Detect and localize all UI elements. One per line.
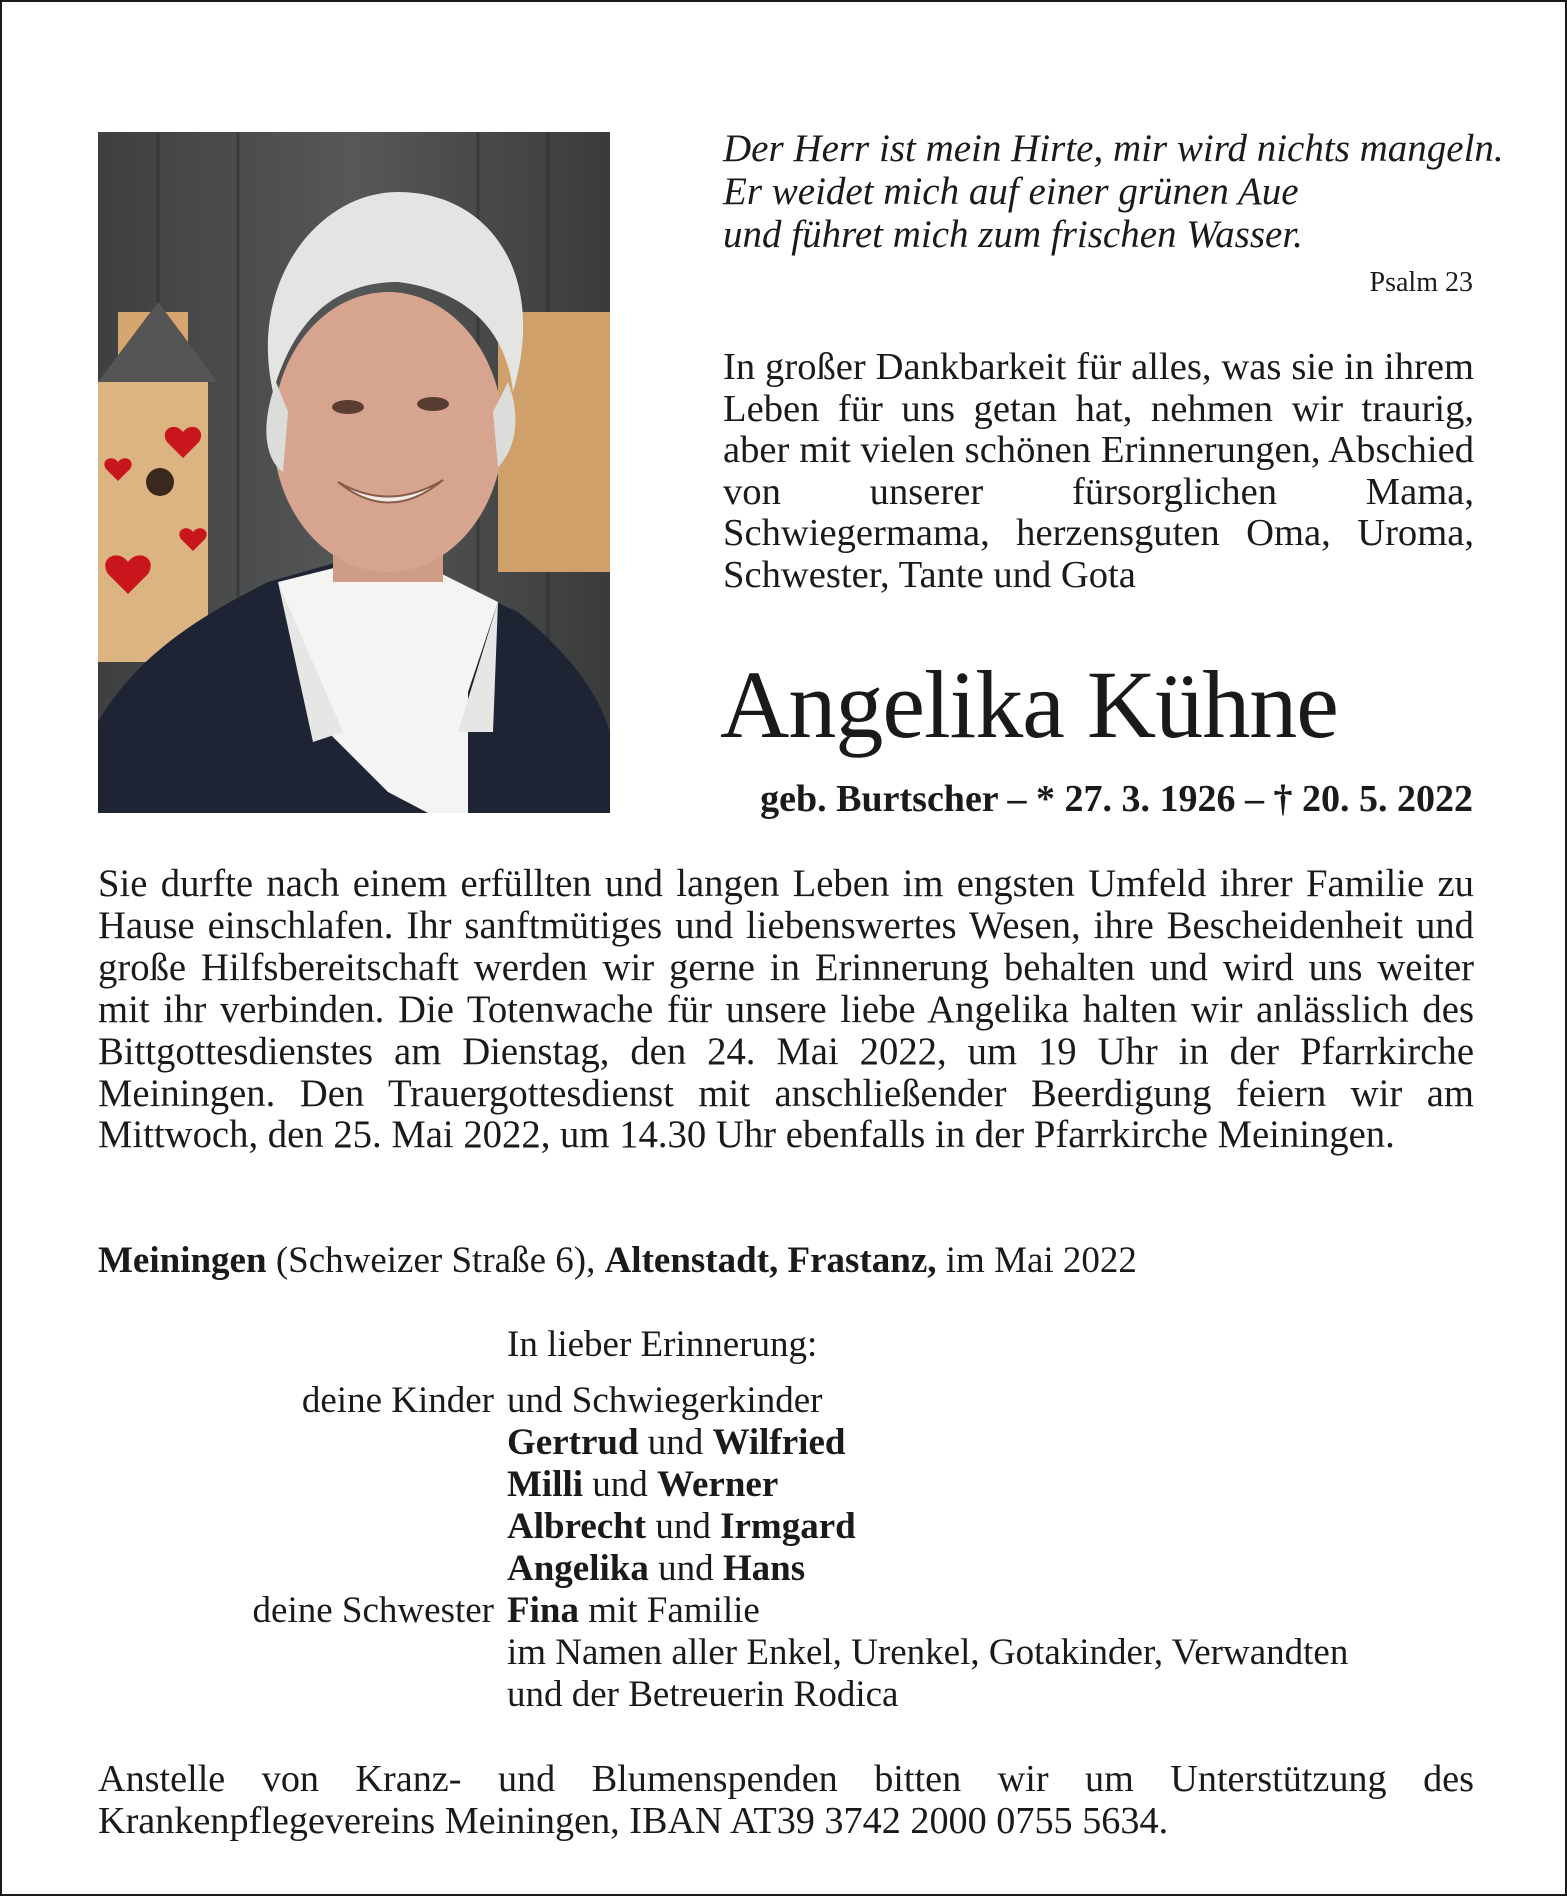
body-paragraph: Sie durfte nach einem erfüllten und langen Leben im engsten Umfeld ihrer Familie zu Hause einschlafen. Ihr sanftmütiges und liebenswertes Wesen, ihre Bescheidenheit und große Hilfsbereitschaft werden wir gerne in Erinnerung behalten und wird uns weiter mit ihr verbinden. Die Totenwache für unsere liebe Angelika halten wir anlässlich des Bittgottesdienstes am Dienstag, den 24. Mai 2022, um 19 Uhr in der Pfarrkirche Meiningen. Den Trauergottesdienst mit anschließender Beerdigung feiern wir am Mittwoch, den 25. Mai 2022, um 14.30 Uhr ebenfalls in der Pfarrkirche Meiningen.	[98, 863, 1474, 1157]
place-town: Meiningen	[98, 1240, 267, 1281]
mourner-name: Milli	[507, 1464, 584, 1505]
mourner-name: Irmgard	[720, 1506, 856, 1547]
donation-request: Anstelle von Kranz- und Blumenspenden bitten wir um Unterstützung des Krankenpflegevereins Meiningen, IBAN AT39 3742 2000 0755 5634.	[98, 1758, 1474, 1842]
portrait-photo	[98, 132, 610, 813]
quote-line: Der Herr ist mein Hirte, mir wird nichts mangeln.	[723, 127, 1504, 170]
mourners-heading: In lieber Erinnerung:	[507, 1324, 818, 1365]
quote-source: Psalm 23	[1369, 267, 1473, 298]
face	[273, 292, 503, 572]
couple-line	[507, 1463, 778, 1506]
couple-line	[507, 1505, 856, 1548]
mourner-name: Wilfried	[712, 1422, 846, 1463]
couple-line	[507, 1547, 805, 1590]
places-line	[98, 1239, 1137, 1282]
mourner-name: Fina	[507, 1590, 579, 1631]
mourner-name: Werner	[657, 1464, 779, 1505]
life-dates: geb. Burtscher – * 27. 3. 1926 – † 20. 5. 2022	[760, 778, 1473, 820]
quote-line: und führet mich zum frischen Wasser.	[723, 213, 1303, 256]
conjunction: und	[647, 1422, 704, 1463]
mourner-name: Gertrud	[507, 1422, 639, 1463]
mourner-name: Hans	[722, 1548, 806, 1589]
portrait-illustration	[98, 132, 610, 813]
conjunction: und	[592, 1464, 648, 1505]
sister-suffix: mit Familie	[578, 1590, 760, 1631]
extra-mourners-line: im Namen aller Enkel, Urenkel, Gotakinder, Verwandten	[507, 1632, 1349, 1673]
conjunction: und	[655, 1506, 711, 1547]
quote-line: Er weidet mich auf einer grünen Aue	[723, 170, 1299, 213]
place-towns: Altenstadt, Frastanz,	[604, 1240, 937, 1281]
intro-paragraph: In großer Dankbarkeit für alles, was sie in ihrem Leben für uns getan hat, nehmen wir traurig, aber mit vielen schönen Erinnerungen, Abschied von unserer fürsorglichen Mama, Schwiegermama, herzensguten Oma, Uroma, Schwester, Tante und Gota	[723, 346, 1474, 596]
mourner-name: Albrecht	[507, 1506, 647, 1547]
place-address: (Schweizer Straße 6),	[266, 1240, 605, 1281]
sister-line	[507, 1589, 760, 1632]
children-intro: und Schwiegerkinder	[507, 1380, 823, 1421]
deceased-name: Angelika Kühne	[720, 651, 1338, 758]
conjunction: und	[658, 1548, 714, 1589]
children-label: deine Kinder	[301, 1380, 494, 1421]
mourner-name: Angelika	[507, 1548, 649, 1589]
birdhouse	[98, 382, 208, 662]
extra-mourners-line: und der Betreuerin Rodica	[507, 1674, 899, 1715]
couple-line	[507, 1421, 845, 1464]
place-date: im Mai 2022	[936, 1240, 1137, 1281]
bible-quote	[723, 127, 1504, 256]
sister-label: deine Schwester	[252, 1590, 494, 1631]
